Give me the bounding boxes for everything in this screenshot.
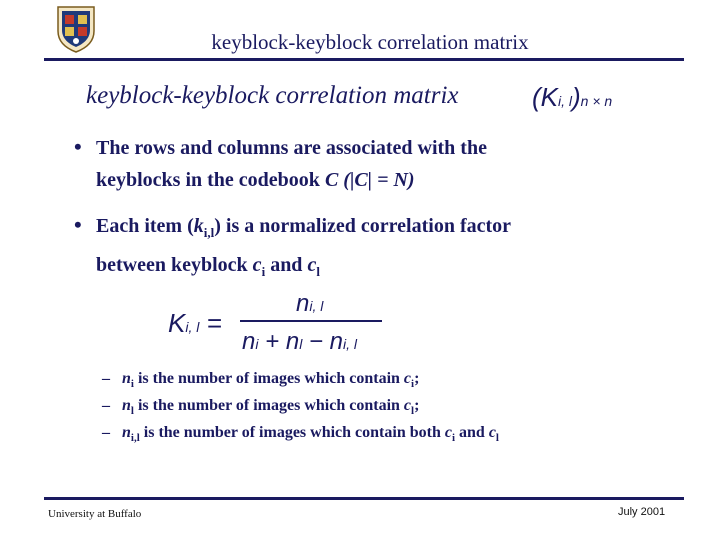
definition-text: is the number of images which contain both <box>139 424 445 441</box>
bullet-line <box>96 210 634 249</box>
math-sub: i,l <box>130 432 140 445</box>
math-var: n <box>122 424 131 441</box>
math-var: k <box>193 215 204 237</box>
math-var: c <box>307 254 317 276</box>
header-divider <box>44 58 684 61</box>
bullet-dot-icon: • <box>74 134 82 159</box>
math-var: K <box>168 308 186 338</box>
bullet-item <box>74 210 634 288</box>
math-var: c <box>403 370 412 387</box>
dash-icon: – <box>102 424 110 441</box>
math-var: n <box>242 328 256 355</box>
slide-heading: keyblock-keyblock correlation matrix <box>86 82 459 109</box>
definition-text: is the number of images which contain <box>133 370 404 387</box>
formula-symbol: (K <box>532 82 558 112</box>
bullet-dot-icon: • <box>74 212 82 237</box>
university-crest-logo <box>56 5 96 53</box>
footer-date: July 2001 <box>618 506 666 518</box>
bullet-line <box>96 249 634 288</box>
bullet-line <box>96 164 634 196</box>
math-var: n <box>296 290 310 317</box>
formula-numerator <box>296 290 323 318</box>
formula-subscript: i, l <box>558 93 572 109</box>
definition-item <box>102 397 419 417</box>
footer-divider <box>44 497 684 500</box>
definition-text: is the number of images which contain <box>133 397 404 414</box>
bullet-text: ) is a normalized correlation factor <box>214 215 512 237</box>
bullet-text: between keyblock <box>96 254 253 276</box>
math-term: + n <box>258 328 300 355</box>
bullet-line: The rows and columns are associated with the <box>96 137 487 159</box>
math-sub: i <box>451 432 456 445</box>
math-eq: = <box>199 308 222 338</box>
bullet-item <box>74 132 634 196</box>
dash-icon: – <box>102 370 110 387</box>
fraction-bar <box>240 320 382 322</box>
definition-item <box>102 370 419 390</box>
formula-denominator <box>242 328 357 356</box>
header-title: keyblock-keyblock correlation matrix <box>211 30 529 54</box>
math-var: c <box>252 254 262 276</box>
math-sub: l <box>316 264 320 279</box>
math-var: c <box>403 397 412 414</box>
formula-size: n × n <box>580 93 613 109</box>
formula-close: ) <box>572 82 581 112</box>
math-var: n <box>122 397 131 414</box>
math-sub: i, l <box>185 319 200 335</box>
math-sub: i, l <box>343 336 358 352</box>
math-sub: l <box>299 336 303 352</box>
bullet-text: keyblocks in the codebook <box>96 169 325 191</box>
math-var: c <box>444 424 452 441</box>
math-var: c <box>488 424 496 441</box>
math-term: − n <box>302 328 344 355</box>
definition-text: and <box>455 424 489 441</box>
bullet-text: and <box>265 254 308 276</box>
heading-formula <box>532 82 612 113</box>
math-sub: i <box>130 378 134 391</box>
math-sub: l <box>411 405 415 418</box>
math-sub: i,l <box>203 225 215 240</box>
dash-icon: – <box>102 397 110 414</box>
math-sub: i <box>411 378 415 391</box>
definition-item <box>102 424 499 444</box>
footer-institution: University at Buffalo <box>48 508 142 520</box>
definition-text: ; <box>414 397 420 414</box>
math-sub: i <box>261 264 266 279</box>
math-sub: l <box>495 432 499 445</box>
definition-text: ; <box>414 370 420 387</box>
bullet-math: C (|C| = N) <box>324 169 415 191</box>
math-sub: i, l <box>309 298 324 314</box>
math-var: n <box>122 370 131 387</box>
correlation-formula <box>168 286 398 356</box>
math-sub: l <box>130 405 134 418</box>
formula-lhs <box>168 308 222 339</box>
bullet-text: Each item ( <box>96 215 194 237</box>
math-sub: i <box>255 336 259 352</box>
